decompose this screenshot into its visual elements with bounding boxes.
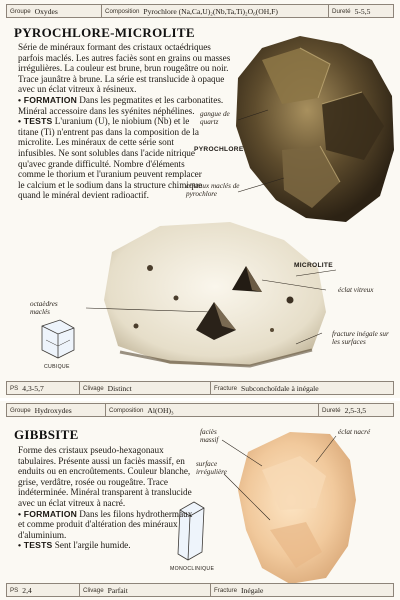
caption-fracture: fracture inégale sur les surfaces: [332, 330, 389, 346]
caption-octaedres: octaèdres maclés: [30, 300, 58, 316]
composition-value: Al(OH)₃: [147, 405, 174, 415]
caption-macles-pyrochlore: cristaux maclés de pyrochlore: [186, 182, 240, 198]
caption-gangue: gangue de quartz: [200, 110, 230, 126]
ps-value: 4,3-5,7: [22, 383, 44, 393]
sheet2-footer-bar: [6, 583, 394, 597]
caption-surface-irreguliere: surface irrégulière: [196, 460, 227, 476]
caption-facies-massif: faciès massif: [200, 428, 219, 444]
fracture-value: Inégale: [241, 585, 264, 595]
sheet2-formation-label: FORMATION: [23, 508, 77, 519]
cleavage-label: Clivage: [83, 586, 104, 594]
sheet2-crystal-system: MONOCLINIQUE: [170, 566, 215, 572]
sheet2-fracture-cell: [211, 584, 393, 596]
caption-eclat-nacre: éclat nacré: [338, 428, 371, 436]
sheet1-intro: Série de minéraux formant des cristaux octaédriques parfois maclés. Les autres faciès sont en grains ou masses irrégulières. La couleur est brune, brun rougeâtre ou noir. Trace jaunâtre à brune. La série est translucide à opaque avec un éclat vitreux à résineux.: [18, 42, 231, 95]
group-label: Groupe: [10, 406, 31, 414]
fracture-label: Fracture: [214, 384, 238, 392]
caption-eclat-vitreux: éclat vitreux: [338, 286, 374, 294]
sheet2-cleavage-cell: [80, 584, 211, 596]
cleavage-value: Distinct: [107, 383, 132, 393]
caption-microlite: MICROLITE: [294, 262, 333, 269]
composition-label: Composition: [105, 7, 140, 15]
composition-label: Composition: [109, 406, 144, 414]
fracture-value: Subconchoïdale à inégale: [241, 383, 319, 393]
fracture-label: Fracture: [214, 586, 238, 594]
sheet2-tests-text: Sent l'argile humide.: [54, 540, 131, 551]
sheet1-tests-label: TESTS: [23, 116, 53, 127]
cleavage-value: Parfait: [107, 585, 128, 595]
sheet2-intro: Forme des cristaux pseudo-hexagonaux tabulaires. Présente aussi un faciès massif, en enduits ou en encroûtements. Couleur blanche, grise, verdâtre, rosée ou rougeâtre. Trace indéterminée. Minéral transparent à translucide avec un éclat vitreux à nacré.: [18, 445, 192, 508]
ps-value: 2,4: [22, 585, 32, 595]
sheet2-tests-label: TESTS: [23, 540, 53, 551]
cleavage-label: Clivage: [83, 384, 104, 392]
composition-value: Pyrochlore (Na,Ca,U)₂(Nb,Ta,Ti)₂O₆(OH,F): [143, 6, 278, 16]
sheet1-tests-text: L'uranium (U), le niobium (Nb) et le titane (Ti) n'entrent pas dans la composition de la microlite. Les minéraux de cette série sont infusibles. Ne sont solubles dans l'acide nitrique qu'avec grande difficulté. Nombre d'éléments comme le thorium et l'uranium peuvent remplacer le calcium et le sodium dans la structure chimique quand le minéral devient radioactif.: [18, 116, 203, 201]
hardness-label: Dureté: [332, 7, 351, 15]
sheet2-formation-text: Dans les filons hydrothermaux et comme produit d'altération des minéraux d'aluminium.: [18, 508, 193, 540]
sheet2-description: Forme des cristaux pseudo-hexagonaux tabulaires. Présente aussi un faciès massif, en enduits ou en encroûtements. Couleur blanche, grise, verdâtre, rosée ou rougeâtre. Trace indéterminée. Minéral transparent à translucide avec un éclat vitreux à nacré. • FORMATION Dans les filons hydrothermaux et comme produit d'altération des minéraux d'aluminium. • TESTS Sent l'argile humide.: [18, 445, 196, 551]
group-value: Oxydes: [34, 6, 58, 16]
group-value: Hydroxydes: [34, 405, 72, 415]
hardness-value: 5-5,5: [354, 6, 371, 16]
ps-label: PS: [10, 586, 19, 594]
sheet1-formation-text: Dans les pegmatites et les carbonatites. Minéral accessoire dans les syénites néphélines.: [18, 94, 224, 116]
hardness-label: Dureté: [322, 406, 341, 414]
ps-label: PS: [10, 384, 19, 392]
sheet1-title: PYROCHLORE-MICROLITE: [14, 25, 195, 40]
group-label: Groupe: [10, 7, 31, 15]
gibbsite-specimen: [238, 432, 356, 584]
sheet1-crystal-system: CUBIQUE: [44, 364, 70, 370]
caption-pyrochlore: PYROCHLORE: [194, 146, 244, 153]
sheet1-formation-label: FORMATION: [23, 94, 77, 105]
hardness-value: 2,5-3,5: [344, 405, 367, 415]
sheet2-title: GIBBSITE: [14, 427, 79, 442]
sheet2-ps-cell: [7, 584, 80, 596]
sheet1-description: Série de minéraux formant des cristaux octaédriques parfois maclés. Les autres faciès sont en grains ou masses irrégulières. La couleur est brune, brun rougeâtre ou noir. Trace jaunâtre à brune. La série est translucide à opaque avec un éclat vitreux à résineux. • FORMATION Dans les pegmatites et les carbonatites. Minéral accessoire dans les syénites néphélines. • TESTS L'uranium (U), le niobium (Nb) et le titane (Ti) n'entrent pas dans la composition de la microlite. Les minéraux de cette série sont infusibles. Ne sont solubles dans l'acide nitrique qu'avec grande difficulté. Nombre d'éléments comme le thorium et l'uranium peuvent remplacer le calcium et le sodium dans la structure chimique quand le minéral devient radioactif.: [18, 42, 234, 201]
